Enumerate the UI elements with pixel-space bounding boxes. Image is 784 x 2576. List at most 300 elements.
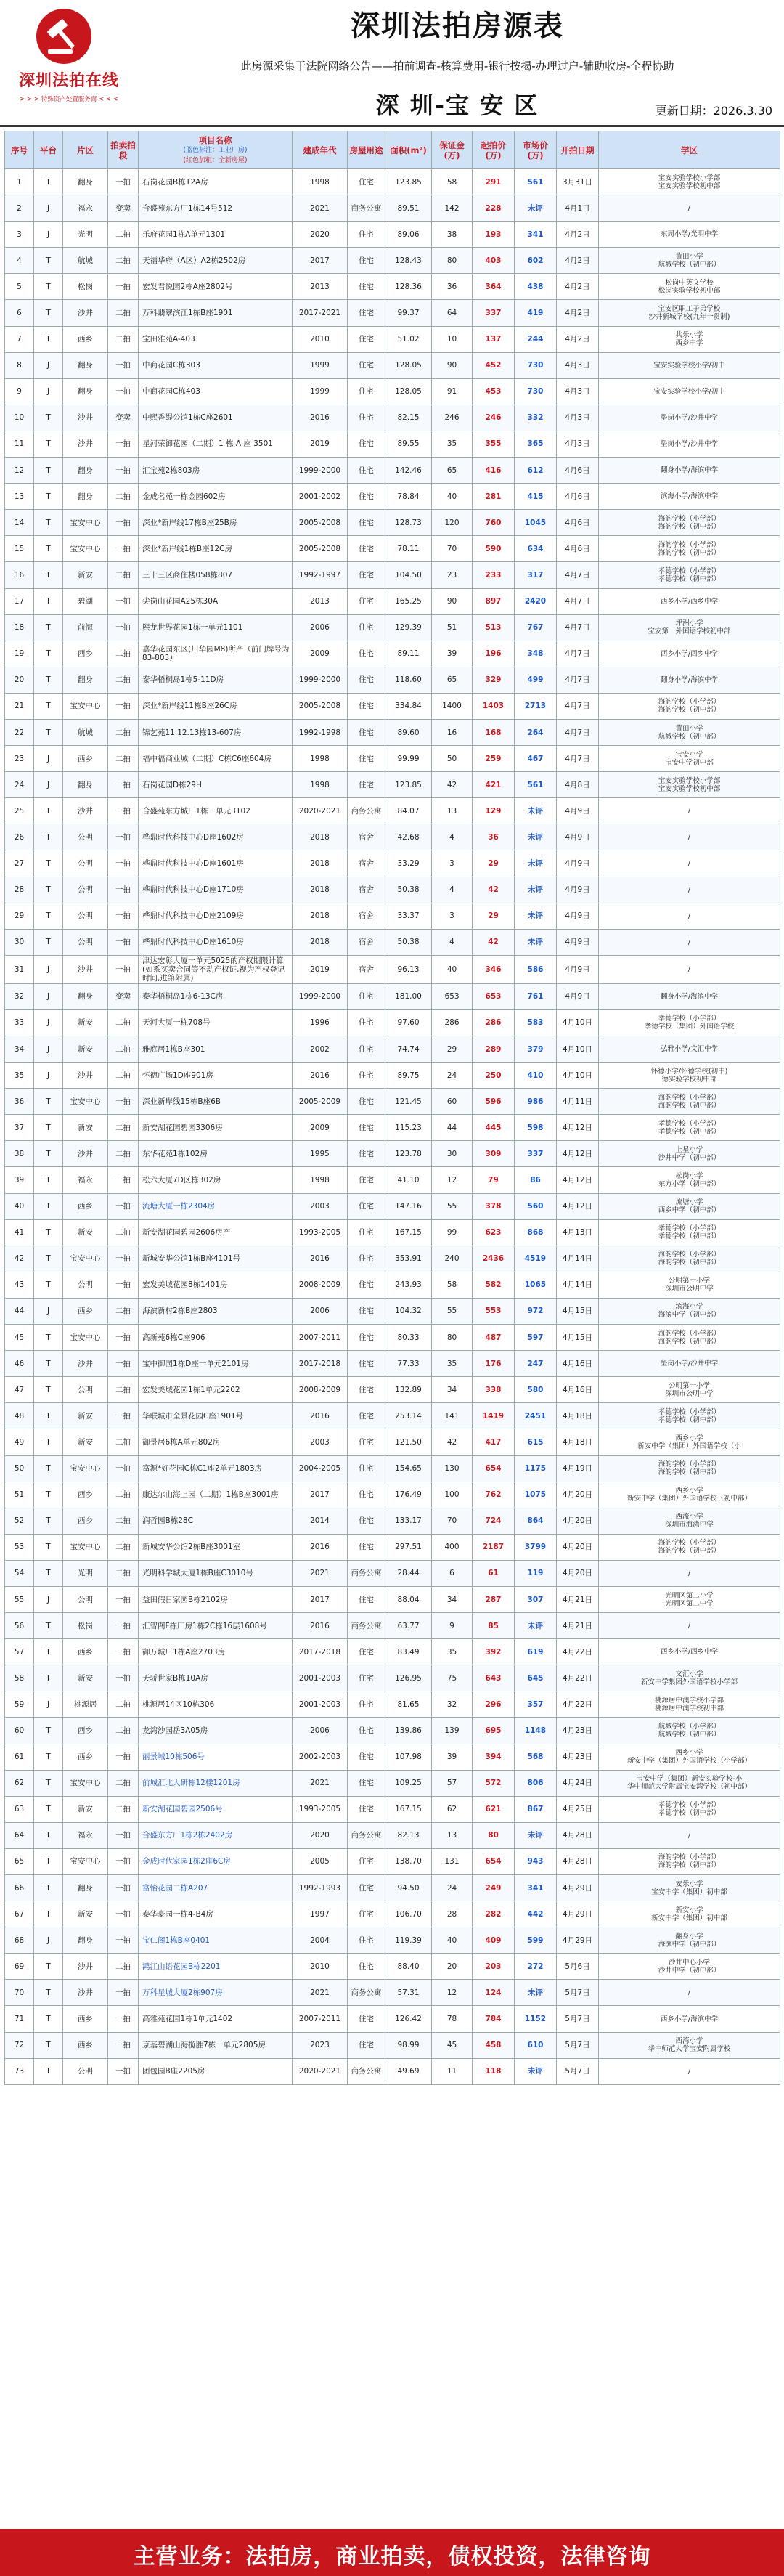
cell-deposit: 4 — [432, 877, 473, 903]
cell-market-price: 560 — [515, 1193, 557, 1219]
cell-date: 4月16日 — [557, 1351, 599, 1377]
cell-deposit: 50 — [432, 746, 473, 772]
cell-school — [599, 1508, 780, 1534]
cell-market-price: 272 — [515, 1954, 557, 1980]
cell-market-price: 1075 — [515, 1482, 557, 1508]
cell-year: 2018 — [293, 877, 348, 903]
cell-area: 公明 — [63, 929, 108, 955]
cell-date: 4月13日 — [557, 1219, 599, 1246]
school-line: 孝德学校（小学部） — [658, 1801, 721, 1810]
header-divider — [0, 125, 784, 127]
table-row — [5, 588, 780, 614]
col-header-name — [139, 131, 293, 169]
cell-no: 46 — [5, 1351, 34, 1377]
cell-deposit: 12 — [432, 1167, 473, 1193]
cell-name: 深业*新岸线11栋B座26C房 — [139, 693, 293, 719]
cell-name: 桦鼎时代科技中心D座1601房 — [139, 850, 293, 877]
cell-date: 4月12日 — [557, 1141, 599, 1167]
cell-date: 4月10日 — [557, 1009, 599, 1036]
cell-name: 京基碧湖山海揽胜7栋一单元2805房 — [139, 2032, 293, 2058]
cell-market-price: 580 — [515, 1377, 557, 1403]
cell-market-price: 438 — [515, 274, 557, 300]
cell-stage: 二拍 — [108, 1796, 139, 1822]
cell-market-price: 未评 — [515, 1980, 557, 2006]
cell-name: 金成时代家园1栋2座6C房 — [139, 1848, 293, 1874]
cell-name: 华联城市全景花园C座1901号 — [139, 1403, 293, 1429]
cell-area: 西乡 — [63, 641, 108, 667]
cell-year: 2018 — [293, 850, 348, 877]
cell-area: 新安 — [63, 1403, 108, 1429]
cell-deposit: 286 — [432, 1009, 473, 1036]
cell-name: 中商花园C栋303 — [139, 352, 293, 378]
cell-school — [599, 431, 780, 457]
table-row — [5, 300, 780, 326]
cell-date: 4月12日 — [557, 1115, 599, 1141]
cell-date: 4月22日 — [557, 1665, 599, 1691]
cell-start-price: 137 — [473, 326, 515, 352]
cell-stage: 二拍 — [108, 326, 139, 352]
cell-size: 57.31 — [385, 1980, 432, 2006]
cell-deposit: 9 — [432, 1613, 473, 1639]
cell-stage: 一拍 — [108, 1193, 139, 1219]
school-line: 孝德学校（初中部） — [658, 1232, 721, 1241]
cell-platform: J — [34, 222, 63, 248]
cell-deposit: 35 — [432, 1351, 473, 1377]
cell-platform: T — [34, 2006, 63, 2032]
cell-no: 48 — [5, 1403, 34, 1429]
cell-platform: T — [34, 1272, 63, 1298]
school-line: / — [687, 1569, 691, 1577]
cell-area: 新安 — [63, 1009, 108, 1036]
cell-name: 石岗花园D栋29H — [139, 772, 293, 798]
cell-deposit: 58 — [432, 1272, 473, 1298]
cell-name: 宏发美域花园8栋1401房 — [139, 1272, 293, 1298]
col-header-stage: 拍卖拍段 — [108, 131, 139, 169]
cell-school — [599, 2058, 780, 2084]
cell-area: 宝安中心 — [63, 1534, 108, 1560]
table-row — [5, 1744, 780, 1770]
cell-size: 176.49 — [385, 1482, 432, 1508]
school-line: 滨海小学/海滨中学 — [660, 492, 719, 501]
cell-use: 住宅 — [348, 326, 385, 352]
cell-start-price: 453 — [473, 378, 515, 405]
cell-no: 8 — [5, 352, 34, 378]
table-row — [5, 929, 780, 955]
cell-stage: 一拍 — [108, 772, 139, 798]
cell-platform: T — [34, 562, 63, 588]
cell-area: 翻身 — [63, 169, 108, 195]
school-line: 宝安区职工子弟学校 — [658, 305, 721, 314]
table-row — [5, 1482, 780, 1508]
cell-market-price: 806 — [515, 1770, 557, 1796]
school-line: 孝德学校（初中部） — [658, 1127, 721, 1136]
cell-platform: T — [34, 1115, 63, 1141]
school-line: 宝安实验学校小学部 — [658, 174, 721, 182]
cell-platform: T — [34, 1560, 63, 1586]
cell-use: 住宅 — [348, 1770, 385, 1796]
cell-year: 2020 — [293, 1822, 348, 1848]
cell-area: 翻身 — [63, 458, 108, 484]
cell-date: 4月10日 — [557, 1036, 599, 1063]
cell-date: 4月23日 — [557, 1718, 599, 1744]
cell-size: 115.23 — [385, 1115, 432, 1141]
cell-deposit: 142 — [432, 195, 473, 222]
cell-year: 2001-2002 — [293, 484, 348, 510]
school-line: 孝德学校（小学部） — [658, 1015, 721, 1023]
cell-use: 住宅 — [348, 510, 385, 536]
cell-stage: 一拍 — [108, 1089, 139, 1115]
cell-school — [599, 1586, 780, 1612]
cell-stage: 一拍 — [108, 1325, 139, 1351]
cell-school — [599, 1351, 780, 1377]
cell-area: 宝安中心 — [63, 1089, 108, 1115]
listing-table — [4, 131, 780, 2085]
cell-school — [599, 641, 780, 667]
cell-year: 2014 — [293, 1508, 348, 1534]
school-line: 海滨中学（初中部） — [658, 1311, 721, 1320]
table-row — [5, 1115, 780, 1141]
cell-area: 西乡 — [63, 2032, 108, 2058]
cell-date: 4月9日 — [557, 955, 599, 983]
cell-area: 西乡 — [63, 1482, 108, 1508]
cell-no: 41 — [5, 1219, 34, 1246]
cell-stage: 一拍 — [108, 378, 139, 405]
cell-no: 63 — [5, 1796, 34, 1822]
cell-no: 17 — [5, 588, 34, 614]
cell-school — [599, 1219, 780, 1246]
cell-size: 121.45 — [385, 1089, 432, 1115]
cell-use: 住宅 — [348, 1246, 385, 1272]
cell-market-price: 730 — [515, 352, 557, 378]
cell-start-price: 452 — [473, 352, 515, 378]
school-line: 东方小学（初中部） — [658, 1180, 721, 1189]
table-row — [5, 798, 780, 824]
school-line: 滨海小学 — [675, 1303, 703, 1312]
cell-area: 沙井 — [63, 431, 108, 457]
cell-deposit: 55 — [432, 1298, 473, 1324]
cell-year: 2008-2009 — [293, 1377, 348, 1403]
cell-date: 4月3日 — [557, 431, 599, 457]
cell-school — [599, 1613, 780, 1639]
cell-area: 公明 — [63, 1377, 108, 1403]
cell-stage: 一拍 — [108, 1403, 139, 1429]
cell-start-price: 1403 — [473, 693, 515, 719]
footer-banner — [0, 2529, 784, 2576]
school-line: 翻身小学 — [675, 1932, 703, 1941]
cell-no: 24 — [5, 772, 34, 798]
cell-no: 34 — [5, 1036, 34, 1063]
cell-no: 19 — [5, 641, 34, 667]
cell-stage: 一拍 — [108, 1613, 139, 1639]
table-row — [5, 693, 780, 719]
cell-year: 2021 — [293, 1980, 348, 2006]
school-line: 孝德学校（初中部） — [658, 1809, 721, 1818]
cell-no: 25 — [5, 798, 34, 824]
cell-use: 住宅 — [348, 1141, 385, 1167]
col-header-use: 房屋用途 — [348, 131, 385, 169]
cell-size: 89.55 — [385, 431, 432, 457]
cell-date: 4月21日 — [557, 1613, 599, 1639]
cell-deposit: 45 — [432, 2032, 473, 2058]
cell-name: 万科星城大厦2栋907房 — [139, 1980, 293, 2006]
cell-no: 22 — [5, 719, 34, 745]
school-line: / — [687, 1988, 691, 1997]
cell-no: 9 — [5, 378, 34, 405]
cell-no: 26 — [5, 824, 34, 850]
cell-date: 4月20日 — [557, 1534, 599, 1560]
cell-use: 住宅 — [348, 1063, 385, 1089]
cell-year: 2010 — [293, 326, 348, 352]
cell-year: 2019 — [293, 955, 348, 983]
cell-area: 西乡 — [63, 746, 108, 772]
cell-start-price: 36 — [473, 824, 515, 850]
cell-school — [599, 458, 780, 484]
cell-name: 中熙香缇公馆1栋C座2601 — [139, 405, 293, 431]
cell-area: 西乡 — [63, 1508, 108, 1534]
cell-no: 36 — [5, 1089, 34, 1115]
cell-school — [599, 903, 780, 929]
cell-year: 2002 — [293, 1036, 348, 1063]
school-line: 共乐小学 — [675, 331, 703, 340]
cell-name: 新城安华公馆1栋B座4101号 — [139, 1246, 293, 1272]
cell-size: 118.60 — [385, 667, 432, 693]
table-row — [5, 1167, 780, 1193]
school-line: 海韵学校（小学部） — [658, 514, 721, 523]
cell-no: 56 — [5, 1613, 34, 1639]
cell-market-price: 561 — [515, 169, 557, 195]
cell-deposit: 91 — [432, 378, 473, 405]
cell-school — [599, 510, 780, 536]
cell-stage: 一拍 — [108, 169, 139, 195]
cell-school — [599, 1115, 780, 1141]
cell-use: 宿舍 — [348, 824, 385, 850]
cell-year: 2018 — [293, 903, 348, 929]
table-row — [5, 1980, 780, 2006]
cell-year: 2017 — [293, 248, 348, 274]
cell-platform: T — [34, 1219, 63, 1246]
cell-start-price: 1419 — [473, 1403, 515, 1429]
cell-market-price: 341 — [515, 1875, 557, 1901]
cell-no: 54 — [5, 1560, 34, 1586]
table-row — [5, 1009, 780, 1036]
cell-stage: 一拍 — [108, 352, 139, 378]
cell-date: 4月28日 — [557, 1822, 599, 1848]
cell-year: 2021 — [293, 1770, 348, 1796]
cell-year: 2007-2011 — [293, 2006, 348, 2032]
table-row — [5, 1534, 780, 1560]
school-line: / — [687, 833, 691, 842]
cell-stage: 一拍 — [108, 2032, 139, 2058]
cell-date: 5月6日 — [557, 1954, 599, 1980]
cell-deposit: 90 — [432, 352, 473, 378]
school-line: / — [687, 2067, 691, 2076]
school-line: 孝德学校（初中部） — [658, 1415, 721, 1424]
school-line: 海韵学校（初中部） — [658, 1861, 721, 1870]
cell-size: 82.13 — [385, 1822, 432, 1848]
table-header-row — [5, 131, 780, 169]
cell-start-price: 291 — [473, 169, 515, 195]
cell-no: 60 — [5, 1718, 34, 1744]
cell-market-price: 597 — [515, 1325, 557, 1351]
cell-name: 汇智阁F栋厂房1栋2C栋16层1608号 — [139, 1613, 293, 1639]
school-line: 深圳市公明中学 — [665, 1285, 714, 1293]
cell-name: 汇宝苑2栋803房 — [139, 458, 293, 484]
school-line: 华中师范大学附属宝安湾学校（初中部） — [626, 1783, 751, 1792]
cell-no: 3 — [5, 222, 34, 248]
cell-year: 2006 — [293, 1718, 348, 1744]
cell-no: 67 — [5, 1901, 34, 1927]
cell-platform: T — [34, 588, 63, 614]
school-line: 宝安第一外国语学校初中部 — [648, 627, 731, 636]
cell-school — [599, 693, 780, 719]
cell-area: 福永 — [63, 1167, 108, 1193]
school-line: 怀德小学/怀德学校(初中) — [650, 1067, 728, 1076]
cell-size: 77.33 — [385, 1351, 432, 1377]
school-line: 黄田小学 — [675, 252, 703, 261]
cell-school — [599, 1009, 780, 1036]
school-line: 文汇小学 — [675, 1670, 703, 1678]
header — [0, 0, 784, 134]
cell-date: 4月7日 — [557, 588, 599, 614]
cell-platform: T — [34, 405, 63, 431]
cell-date: 4月7日 — [557, 746, 599, 772]
school-line: 新安中学（集团）初中部 — [651, 1914, 727, 1922]
cell-year: 2005 — [293, 1848, 348, 1874]
cell-year: 2003 — [293, 1429, 348, 1455]
cell-date: 4月2日 — [557, 222, 599, 248]
cell-date: 4月9日 — [557, 929, 599, 955]
cell-size: 99.37 — [385, 300, 432, 326]
cell-market-price: 264 — [515, 719, 557, 745]
col-header-start-price: 起拍价(万) — [473, 131, 515, 169]
table-row — [5, 1508, 780, 1534]
cell-no: 69 — [5, 1954, 34, 1980]
cell-year: 2021 — [293, 195, 348, 222]
cell-school — [599, 562, 780, 588]
cell-stage: 二拍 — [108, 719, 139, 745]
cell-stage: 二拍 — [108, 1219, 139, 1246]
cell-start-price: 124 — [473, 1980, 515, 2006]
school-line: 新安中学集团外国语学校小学部 — [640, 1678, 738, 1686]
school-line: 西乡小学/西乡中学 — [660, 1648, 719, 1657]
cell-deposit: 34 — [432, 1377, 473, 1403]
cell-name: 富怡花园二栋A207 — [139, 1875, 293, 1901]
cell-deposit: 28 — [432, 1901, 473, 1927]
cell-deposit: 36 — [432, 274, 473, 300]
cell-deposit: 70 — [432, 1508, 473, 1534]
cell-stage: 一拍 — [108, 1455, 139, 1482]
cell-date: 4月21日 — [557, 1586, 599, 1612]
cell-use: 住宅 — [348, 562, 385, 588]
cell-stage: 二拍 — [108, 1115, 139, 1141]
cell-deposit: 65 — [432, 458, 473, 484]
cell-size: 78.84 — [385, 484, 432, 510]
cell-deposit: 58 — [432, 169, 473, 195]
cell-no: 47 — [5, 1377, 34, 1403]
school-line: 上星小学 — [675, 1145, 703, 1154]
cell-stage: 变卖 — [108, 405, 139, 431]
cell-year: 1992-1997 — [293, 562, 348, 588]
cell-no: 33 — [5, 1009, 34, 1036]
cell-year: 2004 — [293, 1927, 348, 1954]
cell-date: 4月24日 — [557, 1770, 599, 1796]
table-row — [5, 1063, 780, 1089]
cell-market-price: 未评 — [515, 2058, 557, 2084]
table-row — [5, 405, 780, 431]
cell-size: 49.69 — [385, 2058, 432, 2084]
cell-start-price: 309 — [473, 1141, 515, 1167]
cell-use: 住宅 — [348, 1534, 385, 1560]
cell-size: 165.25 — [385, 588, 432, 614]
school-line: 松岗中英文学校 — [665, 278, 714, 287]
cell-size: 138.70 — [385, 1848, 432, 1874]
cell-platform: T — [34, 248, 63, 274]
cell-school — [599, 2006, 780, 2032]
school-line: 新安中学（集团）外国语学校（小 — [637, 1442, 741, 1450]
cell-date: 5月7日 — [557, 2006, 599, 2032]
col-header-date: 开拍日期 — [557, 131, 599, 169]
cell-deposit: 10 — [432, 326, 473, 352]
cell-area: 翻身 — [63, 667, 108, 693]
cell-market-price: 868 — [515, 1219, 557, 1246]
cell-stage: 二拍 — [108, 1377, 139, 1403]
school-line: 海韵学校（初中部） — [658, 1259, 721, 1267]
cell-market-price: 1045 — [515, 510, 557, 536]
cell-platform: T — [34, 326, 63, 352]
cell-stage: 二拍 — [108, 746, 139, 772]
table-row — [5, 536, 780, 562]
cell-no: 66 — [5, 1875, 34, 1901]
school-line: / — [687, 1622, 691, 1630]
table-row — [5, 903, 780, 929]
cell-school — [599, 300, 780, 326]
cell-market-price: 986 — [515, 1089, 557, 1115]
cell-size: 88.04 — [385, 1586, 432, 1612]
cell-use: 住宅 — [348, 772, 385, 798]
cell-market-price: 1152 — [515, 2006, 557, 2032]
cell-school — [599, 1272, 780, 1298]
cell-start-price: 409 — [473, 1927, 515, 1954]
cell-deposit: 55 — [432, 1193, 473, 1219]
cell-name: 康达尔山海上园（二期）1栋B座3001房 — [139, 1482, 293, 1508]
cell-platform: T — [34, 1875, 63, 1901]
school-line: 海韵学校（初中部） — [658, 1337, 721, 1346]
cell-stage: 一拍 — [108, 1822, 139, 1848]
cell-date: 4月15日 — [557, 1325, 599, 1351]
cell-deposit: 35 — [432, 1639, 473, 1665]
cell-platform: T — [34, 1534, 63, 1560]
cell-start-price: 296 — [473, 1691, 515, 1718]
table-row — [5, 458, 780, 484]
school-line: / — [687, 885, 691, 894]
cell-market-price: 610 — [515, 2032, 557, 2058]
cell-school — [599, 1691, 780, 1718]
cell-market-price: 4519 — [515, 1246, 557, 1272]
cell-school — [599, 1063, 780, 1089]
cell-no: 11 — [5, 431, 34, 457]
cell-area: 翻身 — [63, 352, 108, 378]
cell-area: 新安 — [63, 1665, 108, 1691]
cell-name: 怀德广场1D座901房 — [139, 1063, 293, 1089]
cell-no: 68 — [5, 1927, 34, 1954]
cell-no: 4 — [5, 248, 34, 274]
cell-market-price: 619 — [515, 1639, 557, 1665]
page-title: 深圳法拍房源表 — [351, 9, 564, 43]
cell-size: 121.50 — [385, 1429, 432, 1455]
cell-date: 4月6日 — [557, 536, 599, 562]
cell-no: 52 — [5, 1508, 34, 1534]
cell-date: 4月7日 — [557, 667, 599, 693]
